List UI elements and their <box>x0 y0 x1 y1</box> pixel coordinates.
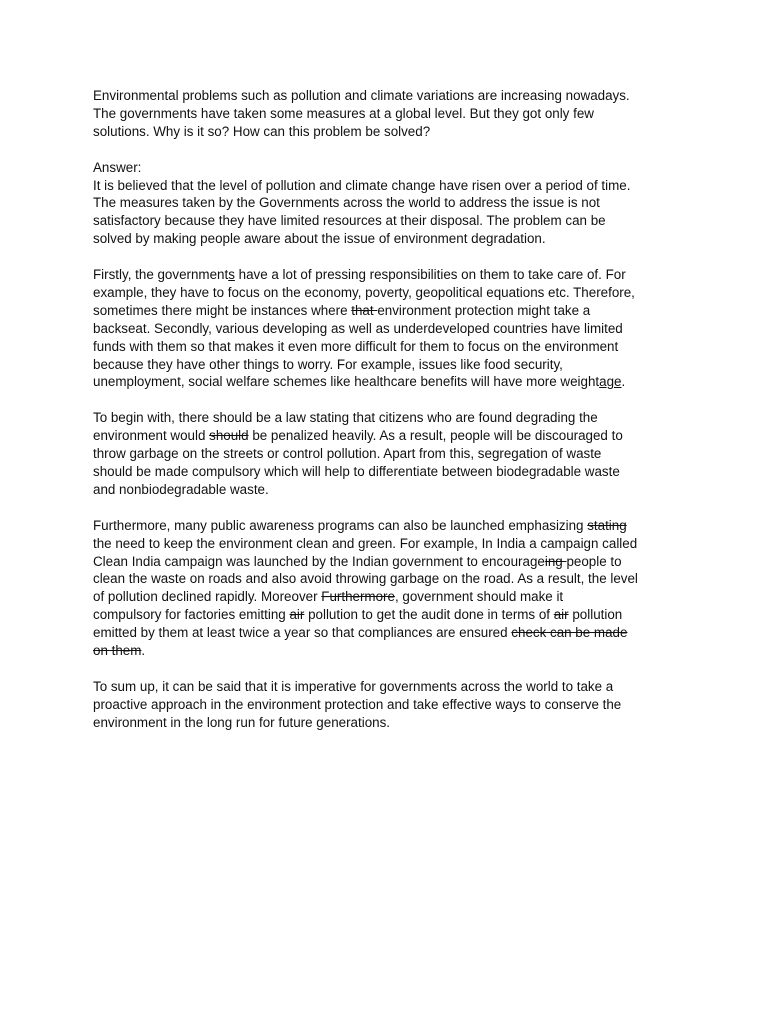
text-line <box>93 588 688 606</box>
underlined-text: age <box>599 374 622 390</box>
text-segment: satisfactory because they have limited resources at their disposal. The problem can be <box>93 213 606 229</box>
text-line <box>93 624 688 642</box>
text-segment: environment would <box>93 428 210 444</box>
text-segment: proactive approach in the environment protection and take effective ways to conserve the <box>93 696 622 712</box>
text-segment: emitted by them at least twice a year so that compliances are ensured <box>93 625 512 641</box>
text-line <box>93 463 688 481</box>
text-segment: throw garbage on the streets or control pollution. Apart from this, segregation of waste <box>93 446 602 462</box>
text-segment: have a lot of pressing responsibilities on them to take care of. For <box>234 267 626 283</box>
text-segment: funds with them so that makes it even more difficult for them to focus on the environment <box>93 338 619 354</box>
text-line <box>93 535 688 553</box>
text-segment: be penalized heavily. As a result, people will be discouraged to <box>248 428 623 444</box>
text-segment: backseat. Secondly, various developing as well as underdeveloped countries have limited <box>93 320 623 336</box>
struck-text: that <box>351 302 378 318</box>
text-segment: of pollution declined rapidly. Moreover <box>93 589 322 605</box>
text-line <box>93 409 688 427</box>
paragraph <box>93 266 688 391</box>
text-segment: solutions. Why is it so? How can this problem be solved? <box>93 123 431 139</box>
text-segment: sometimes there might be instances where <box>93 302 352 318</box>
text-segment: . <box>141 643 146 659</box>
text-line <box>93 445 688 463</box>
paragraph <box>93 409 688 499</box>
text-segment: Answer: <box>93 159 142 175</box>
text-segment: To begin with, there should be a law stating that citizens who are found degrading the <box>93 410 598 426</box>
text-line <box>93 642 688 660</box>
text-segment: pollution <box>568 607 623 623</box>
paragraph <box>93 678 688 732</box>
text-line <box>93 606 688 624</box>
text-line <box>93 481 688 499</box>
text-line <box>93 517 688 535</box>
text-segment: because they have other things to worry. For example, issues like food security, <box>93 356 563 372</box>
text-segment: people to <box>566 553 622 569</box>
text-line <box>93 87 688 105</box>
text-segment: Furthermore, many public awareness programs can also be launched emphasizing <box>93 517 588 533</box>
text-segment: It is believed that the level of pollution and climate change have risen over a period of time. <box>93 177 631 193</box>
paragraph <box>93 517 688 660</box>
text-segment: example, they have to focus on the economy, poverty, geopolitical equations etc. Therefore, <box>93 284 635 300</box>
text-line <box>93 373 688 391</box>
text-line <box>93 159 688 177</box>
struck-text: Furthermore <box>321 589 395 605</box>
text-line <box>93 553 688 571</box>
paragraph <box>93 87 688 141</box>
text-line <box>93 570 688 588</box>
text-line <box>93 427 688 445</box>
text-segment: environment in the long run for future generations. <box>93 714 391 730</box>
text-segment: environment protection might take a <box>377 302 591 318</box>
text-segment: Firstly, the government <box>93 267 229 283</box>
text-segment: . <box>621 374 626 390</box>
text-line <box>93 123 688 141</box>
text-line <box>93 696 688 714</box>
text-line <box>93 177 688 195</box>
text-line <box>93 284 688 302</box>
struck-text: stating <box>587 517 627 533</box>
struck-text: on them <box>93 643 142 659</box>
struck-text: should <box>209 428 249 444</box>
text-segment: The governments have taken some measures at a global level. But they got only few <box>93 105 594 121</box>
struck-text: air <box>553 607 569 623</box>
text-line <box>93 212 688 230</box>
text-line <box>93 714 688 732</box>
text-line <box>93 194 688 212</box>
text-segment: the need to keep the environment clean and green. For example, In India a campaign called <box>93 535 638 551</box>
text-line <box>93 105 688 123</box>
text-segment: and nonbiodegradable waste. <box>93 481 269 497</box>
struck-text: check can be made <box>511 625 628 641</box>
text-line <box>93 338 688 356</box>
document-page <box>93 87 688 749</box>
text-segment: clean the waste on roads and also avoid throwing garbage on the road. As a result, the level <box>93 571 638 587</box>
text-line <box>93 302 688 320</box>
text-segment: should be made compulsory which will help to differentiate between biodegradable waste <box>93 463 620 479</box>
struck-text: ing <box>544 553 567 569</box>
text-segment: solved by making people aware about the issue of environment degradation. <box>93 231 546 247</box>
text-segment: pollution to get the audit done in terms of <box>304 607 554 623</box>
text-line <box>93 320 688 338</box>
text-segment: To sum up, it can be said that it is imperative for governments across the world to take a <box>93 678 614 694</box>
text-segment: , government should make it <box>394 589 564 605</box>
text-segment: Clean India campaign was launched by the Indian government to encourage <box>93 553 545 569</box>
text-line <box>93 230 688 248</box>
text-segment: The measures taken by the Governments across the world to address the issue is not <box>93 195 600 211</box>
text-segment: unemployment, social welfare schemes like healthcare benefits will have more weight <box>93 374 600 390</box>
underlined-text: s <box>228 267 235 283</box>
text-segment: compulsory for factories emitting <box>93 607 290 623</box>
struck-text: air <box>289 607 305 623</box>
text-line <box>93 678 688 696</box>
text-line <box>93 266 688 284</box>
text-line <box>93 356 688 374</box>
text-segment: Environmental problems such as pollution and climate variations are increasing nowadays. <box>93 88 630 103</box>
paragraph <box>93 159 688 249</box>
